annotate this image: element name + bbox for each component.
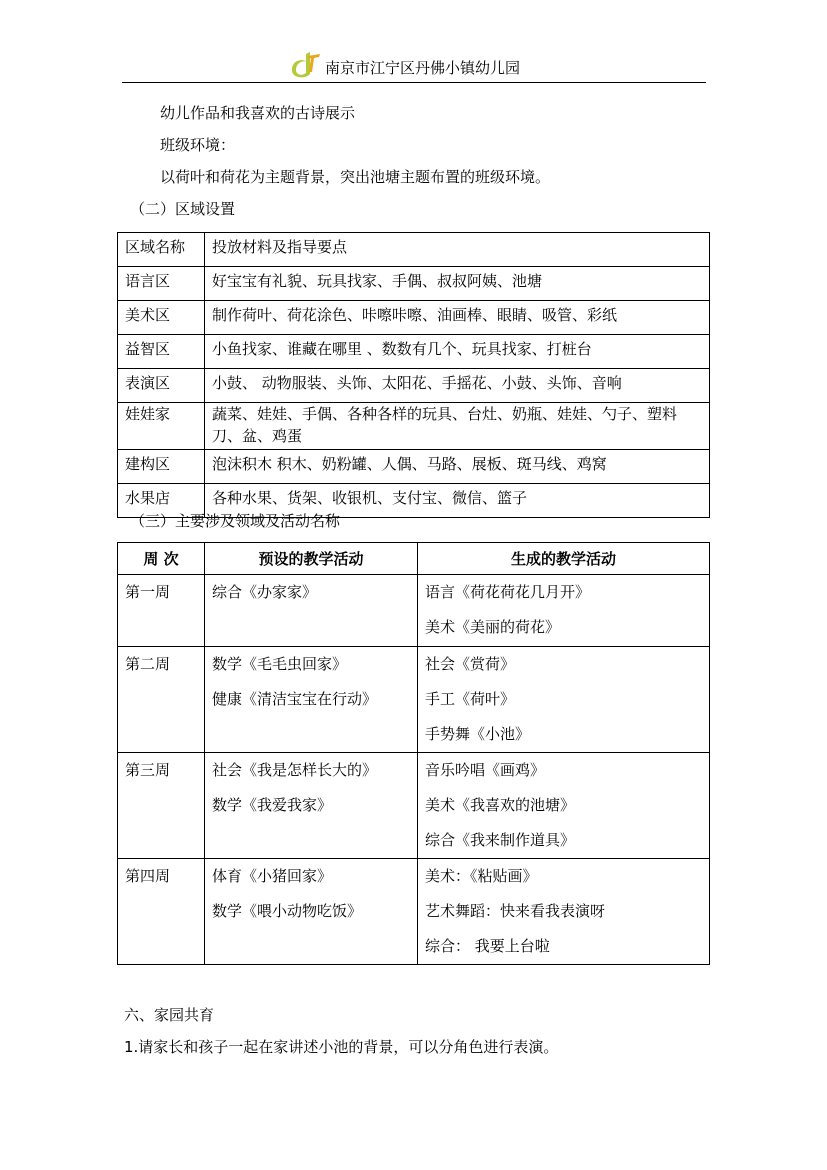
kindergarten-logo-icon <box>288 48 322 78</box>
table-row <box>118 267 710 301</box>
section-area-title: （二）区域设置 <box>130 200 236 218</box>
area-materials: 各种水果、货架、收银机、支付宝、微信、篮子 <box>205 484 710 518</box>
activity-table <box>117 542 710 965</box>
table-header-row <box>118 543 710 575</box>
preset-activity: 社会《我是怎样长大的》 <box>212 761 378 779</box>
intro-line-3: 以荷叶和荷花为主题背景，突出池塘主题布置的班级环境。 <box>160 168 551 186</box>
preset-activity: 数学《毛毛虫回家》 <box>212 655 348 673</box>
intro-line-2: 班级环境： <box>160 136 236 154</box>
area-materials: 小鼓、 动物服装、头饰、太阳花、手摇花、小鼓、头饰、音响 <box>205 369 710 403</box>
intro-line-1: 幼儿作品和我喜欢的古诗展示 <box>160 104 356 122</box>
table-header-cell: 周 次 <box>118 543 205 575</box>
table-row <box>118 859 710 965</box>
table-header-cell: 预设的教学活动 <box>205 543 418 575</box>
section-home-school-title: 六、家园共育 <box>124 1006 215 1024</box>
area-materials: 制作荷叶、荷花涂色、咔嚓咔嚓、油画棒、眼睛、吸管、彩纸 <box>205 301 710 335</box>
area-materials: 好宝宝有礼貌、玩具找家、手偶、叔叔阿姨、池塘 <box>205 267 710 301</box>
generated-activities <box>418 575 710 647</box>
generated-activities <box>418 647 710 753</box>
table-row <box>118 369 710 403</box>
table-header-cell: 区域名称 <box>118 233 205 267</box>
preset-activity: 数学《我爱我家》 <box>212 796 333 814</box>
preset-activities <box>205 753 418 859</box>
area-materials: 泡沫积木 积木、奶粉罐、人偶、马路、展板、斑马线、鸡窝 <box>205 450 710 484</box>
week-label: 第三周 <box>118 753 205 859</box>
area-name: 水果店 <box>118 484 205 518</box>
area-materials: 蔬菜、娃娃、手偶、各种各样的玩具、台灶、奶瓶、娃娃、勺子、塑料刀、盆、鸡蛋 <box>205 403 710 450</box>
preset-activities <box>205 859 418 965</box>
table-header-row <box>118 233 710 267</box>
table-row <box>118 450 710 484</box>
school-name: 南京市江宁区丹佛小镇幼儿园 <box>325 59 521 77</box>
generated-activity: 手工《荷叶》 <box>425 690 516 708</box>
generated-activity: 美术《美丽的荷花》 <box>425 618 561 636</box>
preset-activity: 体育《小猪回家》 <box>212 867 333 885</box>
week-label: 第一周 <box>118 575 205 647</box>
generated-activity: 语言《荷花荷花几月开》 <box>425 583 591 601</box>
section-activity-title: （三）主要涉及领域及活动名称 <box>130 512 341 530</box>
generated-activity: 美术《我喜欢的池塘》 <box>425 796 576 814</box>
generated-activities <box>418 859 710 965</box>
table-header-cell: 投放材料及指导要点 <box>205 233 710 267</box>
area-name: 语言区 <box>118 267 205 301</box>
area-setup-table <box>117 232 710 518</box>
preset-activity: 数学《喂小动物吃饭》 <box>212 902 363 920</box>
table-row <box>118 301 710 335</box>
area-name: 娃娃家 <box>118 403 205 450</box>
home-school-item-1: 1.请家长和孩子一起在家讲述小池的背景，可以分角色进行表演。 <box>124 1038 559 1056</box>
area-name: 益智区 <box>118 335 205 369</box>
table-row <box>118 753 710 859</box>
table-row <box>118 335 710 369</box>
area-name: 表演区 <box>118 369 205 403</box>
table-row <box>118 647 710 753</box>
generated-activity: 手势舞《小池》 <box>425 725 531 743</box>
week-label: 第四周 <box>118 859 205 965</box>
preset-activities <box>205 647 418 753</box>
generated-activity: 综合《我来制作道具》 <box>425 831 576 849</box>
area-name: 建构区 <box>118 450 205 484</box>
preset-activity: 综合《办家家》 <box>212 583 318 601</box>
preset-activities <box>205 575 418 647</box>
area-name: 美术区 <box>118 301 205 335</box>
area-materials: 小鱼找家、谁藏在哪里 、数数有几个、玩具找家、打桩台 <box>205 335 710 369</box>
table-row <box>118 575 710 647</box>
table-header-cell: 生成的教学活动 <box>418 543 710 575</box>
page-header <box>122 44 706 83</box>
generated-activity: 美术：《粘贴画》 <box>425 867 538 885</box>
table-row <box>118 403 710 450</box>
generated-activity: 音乐吟唱《画鸡》 <box>425 761 546 779</box>
generated-activities <box>418 753 710 859</box>
generated-activity: 综合： 我要上台啦 <box>425 937 550 955</box>
preset-activity: 健康《清洁宝宝在行动》 <box>212 690 378 708</box>
generated-activity: 艺术舞蹈：快来看我表演呀 <box>425 902 606 920</box>
week-label: 第二周 <box>118 647 205 753</box>
generated-activity: 社会《赏荷》 <box>425 655 516 673</box>
